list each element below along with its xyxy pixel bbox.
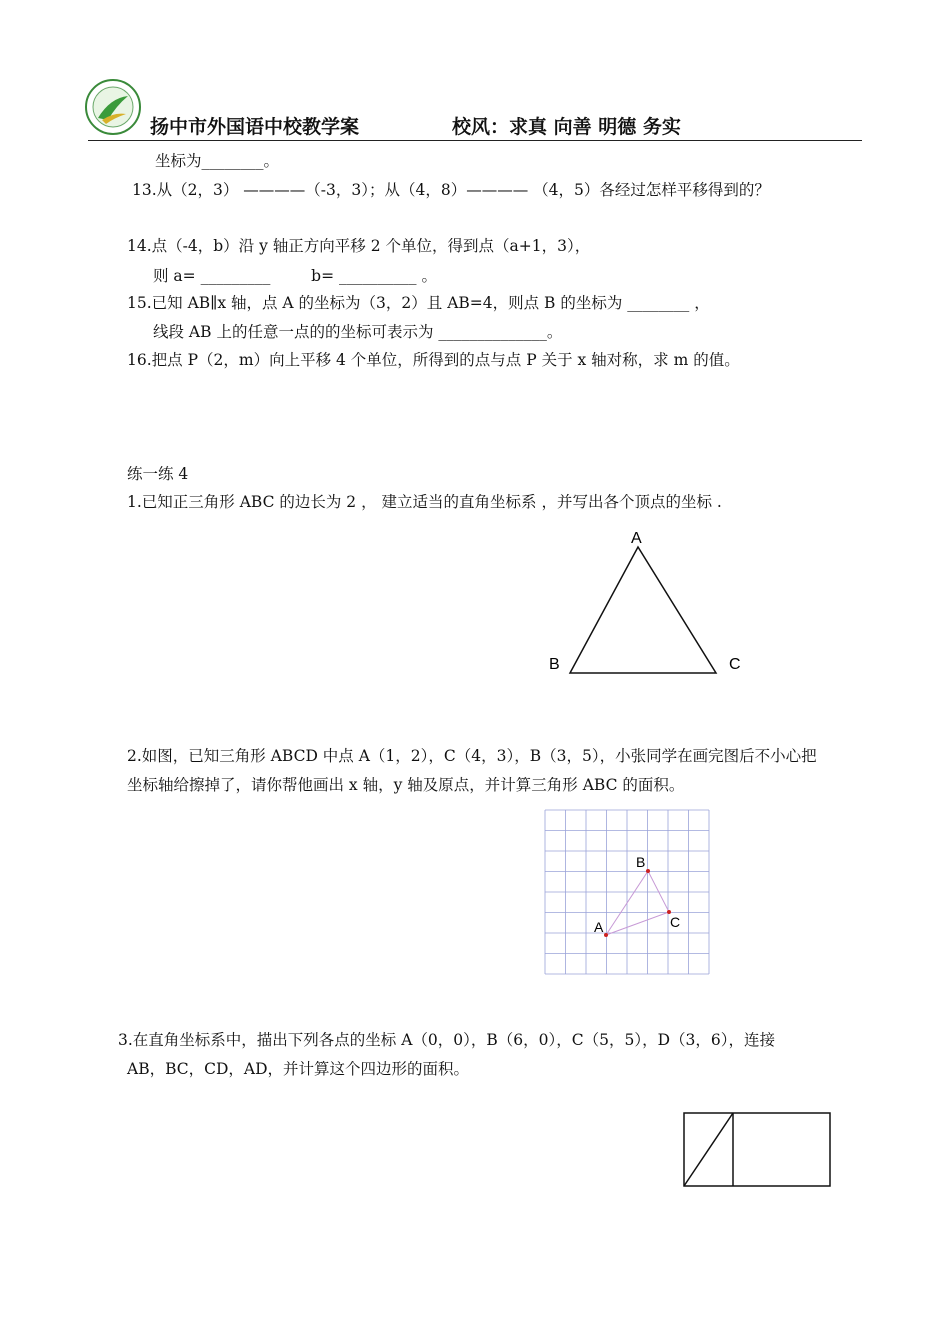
triangle-figure xyxy=(540,525,760,685)
section-title: 练一练 4 xyxy=(127,465,189,483)
exercise-3: 3.在直角坐标系中，描出下列各点的坐标 A（0，0），B（6，0），C（5，5），D（3，6），连接 xyxy=(118,1031,775,1049)
grid-lines xyxy=(545,810,709,974)
header-rule xyxy=(88,140,862,141)
exercise-3-line2: AB，BC，CD，AD，并计算这个四边形的面积。 xyxy=(127,1060,470,1078)
school-motto: 校风：求真 向善 明德 务实 xyxy=(452,116,681,138)
point-label-c: C xyxy=(670,914,681,930)
outer-rectangle xyxy=(684,1113,830,1186)
question-14: 14.点（-4，b）沿 y 轴正方向平移 2 个单位，得到点（a+1，3）， xyxy=(127,237,591,255)
exercise-1: 1.已知正三角形 ABC 的边长为 2 ， 建立适当的直角坐标系 ，并写出各个顶点的坐标 . xyxy=(127,493,722,511)
exercise-2: 2.如图，已知三角形 ABCD 中点 A（1，2），C（4，3），B（3，5），小张同学在画完图后不小心把 xyxy=(127,747,817,765)
point-label-a: A xyxy=(594,919,604,935)
question-15-line2: 线段 AB 上的任意一点的的坐标可表示为 ______________。 xyxy=(153,323,563,341)
triangle-abc xyxy=(570,547,716,673)
point-b xyxy=(646,869,650,873)
rectangle-figure xyxy=(682,1111,834,1191)
point-a xyxy=(604,933,608,937)
diagonal-line xyxy=(684,1113,733,1186)
school-logo xyxy=(84,78,142,136)
question-16: 16.把点 P（2，m）向上平移 4 个单位，所得到的点与点 P 关于 x 轴对称，求 m 的值。 xyxy=(127,351,740,369)
question-13: 13.从（2，3） ————（-3，3）；从（4，8）———— （4，5）各经过怎样平移得到的？ xyxy=(132,181,770,199)
vertex-label-a: A xyxy=(631,530,642,547)
exercise-2-line2: 坐标轴给擦掉了，请你帮他画出 x 轴，y 轴及原点，并计算三角形 ABC 的面积。 xyxy=(127,776,685,794)
school-name: 扬中市外国语中校教学案 xyxy=(150,116,360,138)
point-label-b: B xyxy=(636,854,646,870)
vertex-label-b: B xyxy=(549,656,560,673)
question-14-blanks: 则 a= _________ b= __________ 。 xyxy=(153,267,437,285)
vertex-label-c: C xyxy=(729,656,741,673)
text-line: 坐标为________。 xyxy=(155,152,280,170)
triangle-abc-grid xyxy=(606,871,669,935)
question-15: 15.已知 AB∥x 轴，点 A 的坐标为（3，2）且 AB=4，则点 B 的坐标为 ________ ， xyxy=(127,294,710,312)
grid-figure xyxy=(543,808,713,978)
